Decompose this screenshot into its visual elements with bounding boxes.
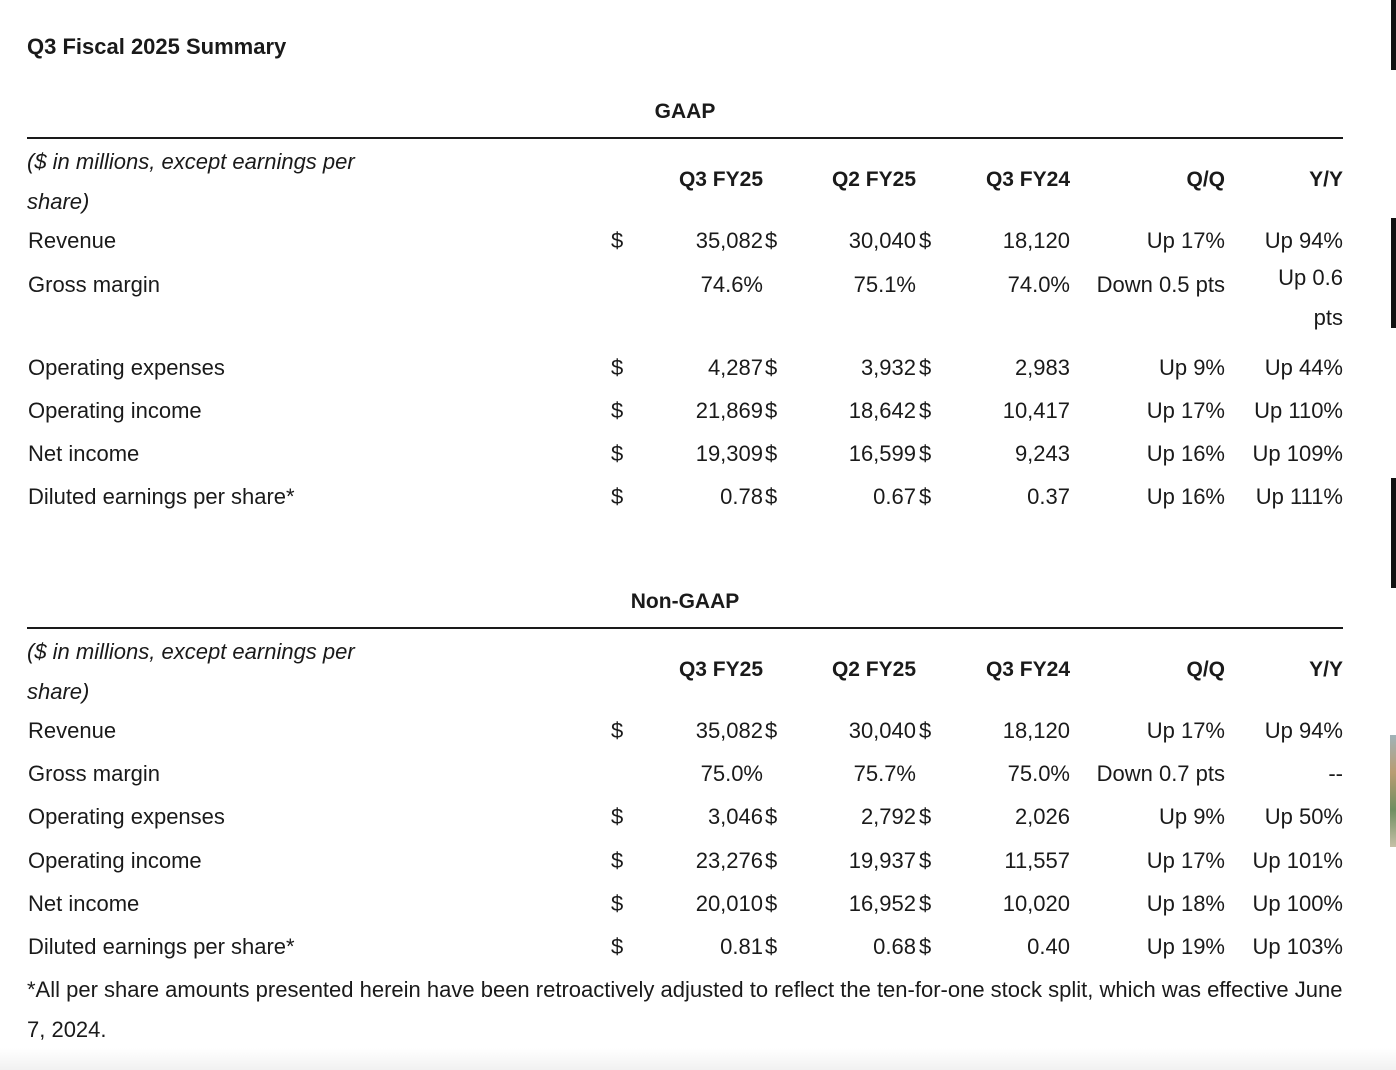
value-cell: 18,120 (1002, 718, 1070, 743)
side-image-thumbnail (1390, 735, 1396, 847)
qq-change: Up 19% (1146, 934, 1225, 959)
currency-symbol: $ (919, 355, 932, 380)
yy-change: Up 94% (1264, 718, 1343, 743)
row-label: Revenue (28, 228, 117, 253)
value-cell: 2,792 (860, 804, 916, 829)
currency-symbol: $ (611, 398, 624, 423)
value-cell: 74.0% (1007, 272, 1070, 297)
value-cell: 75.7% (853, 761, 916, 786)
unit-note: ($ in millions, except earnings per share) (27, 149, 355, 214)
currency-symbol: $ (919, 934, 932, 959)
column-header: Q2 FY25 (831, 168, 916, 191)
currency-symbol: $ (919, 848, 932, 873)
column-header: Q3 FY25 (678, 168, 763, 191)
currency-symbol: $ (611, 484, 624, 509)
value-cell: 23,276 (695, 848, 763, 873)
currency-symbol: $ (919, 441, 932, 466)
scrollbar-edge (1391, 478, 1396, 588)
yy-change: Up 109% (1252, 441, 1343, 466)
row-label: Operating expenses (28, 804, 225, 829)
qq-change: Up 17% (1146, 718, 1225, 743)
qq-change: Up 9% (1158, 804, 1225, 829)
value-cell: 19,937 (848, 848, 916, 873)
currency-symbol: $ (919, 718, 932, 743)
value-cell: 20,010 (695, 891, 763, 916)
value-cell: 10,417 (1002, 398, 1070, 423)
column-header: Q/Q (1186, 658, 1225, 681)
qq-change: Up 17% (1146, 848, 1225, 873)
value-cell: 16,952 (848, 891, 916, 916)
currency-symbol: $ (919, 228, 932, 253)
scrollbar-edge (1391, 0, 1396, 70)
value-cell: 4,287 (707, 355, 763, 380)
value-cell: 2,983 (1014, 355, 1070, 380)
qq-change: Up 17% (1146, 398, 1225, 423)
yy-change: Up 94% (1264, 228, 1343, 253)
value-cell: 10,020 (1002, 891, 1070, 916)
value-cell: 74.6% (700, 272, 763, 297)
currency-symbol: $ (919, 484, 932, 509)
value-cell: 3,932 (860, 355, 916, 380)
value-cell: 0.78 (720, 484, 763, 509)
non-gaap-section (27, 590, 1343, 1010)
value-cell: 75.0% (700, 761, 763, 786)
column-header: Y/Y (1309, 658, 1343, 681)
currency-symbol: $ (611, 934, 624, 959)
yy-change: -- (1328, 761, 1343, 786)
currency-symbol: $ (611, 891, 624, 916)
section-heading: GAAP (654, 100, 716, 123)
currency-symbol: $ (611, 441, 624, 466)
row-label: Net income (28, 891, 140, 916)
currency-symbol: $ (765, 355, 778, 380)
gaap-section (27, 100, 1343, 520)
column-header: Q3 FY25 (678, 658, 763, 681)
column-header: Q3 FY24 (985, 168, 1070, 191)
value-cell: 75.0% (1007, 761, 1070, 786)
scrollbar-edge (1391, 218, 1396, 328)
column-header: Y/Y (1309, 168, 1343, 191)
value-cell: 16,599 (848, 441, 916, 466)
value-cell: 0.81 (720, 934, 763, 959)
row-label: Net income (28, 441, 140, 466)
qq-change: Up 16% (1146, 484, 1225, 509)
value-cell: 0.68 (873, 934, 916, 959)
currency-symbol: $ (919, 891, 932, 916)
qq-change: Up 16% (1146, 441, 1225, 466)
row-label: Diluted earnings per share* (28, 484, 295, 509)
qq-change: Up 17% (1146, 228, 1225, 253)
qq-change: Up 9% (1158, 355, 1225, 380)
currency-symbol: $ (765, 398, 778, 423)
value-cell: 35,082 (695, 228, 763, 253)
currency-symbol: $ (611, 718, 624, 743)
yy-change: Up 111% (1255, 484, 1343, 509)
value-cell: 3,046 (707, 804, 763, 829)
currency-symbol: $ (611, 355, 624, 380)
yy-change: Up 110% (1254, 398, 1343, 423)
currency-symbol: $ (765, 804, 778, 829)
currency-symbol: $ (765, 484, 778, 509)
qq-change: Up 18% (1146, 891, 1225, 916)
value-cell: 18,120 (1002, 228, 1070, 253)
heading-rule (27, 137, 1343, 139)
footnote: *All per share amounts presented herein have been retroactively adjusted to reflect the ten-for-one stock split, which was effective June 7, 2024. (27, 977, 1343, 1042)
page-title: Q3 Fiscal 2025 Summary (27, 34, 287, 59)
value-cell: 35,082 (695, 718, 763, 743)
currency-symbol: $ (611, 848, 624, 873)
currency-symbol: $ (611, 228, 624, 253)
qq-change: Down 0.7 pts (1096, 761, 1225, 786)
currency-symbol: $ (765, 441, 778, 466)
column-header: Q3 FY24 (985, 658, 1070, 681)
value-cell: 0.40 (1027, 934, 1070, 959)
value-cell: 2,026 (1014, 804, 1070, 829)
currency-symbol: $ (765, 934, 778, 959)
yy-change: Up 50% (1264, 804, 1343, 829)
value-cell: 19,309 (695, 441, 763, 466)
yy-change: Up 0.6 pts (1278, 265, 1343, 330)
value-cell: 30,040 (848, 718, 916, 743)
value-cell: 0.37 (1027, 484, 1070, 509)
value-cell: 30,040 (848, 228, 916, 253)
yy-change: Up 101% (1252, 848, 1343, 873)
section-heading: Non-GAAP (630, 590, 740, 613)
currency-symbol: $ (919, 398, 932, 423)
yy-change: Up 103% (1252, 934, 1343, 959)
currency-symbol: $ (611, 804, 624, 829)
row-label: Revenue (28, 718, 117, 743)
value-cell: 0.67 (873, 484, 916, 509)
unit-note: ($ in millions, except earnings per share) (27, 639, 355, 704)
value-cell: 21,869 (695, 398, 763, 423)
value-cell: 11,557 (1004, 848, 1070, 873)
yy-change: Up 44% (1264, 355, 1343, 380)
value-cell: 18,642 (848, 398, 916, 423)
currency-symbol: $ (765, 891, 778, 916)
row-label: Gross margin (28, 761, 161, 786)
row-label: Gross margin (28, 272, 161, 297)
yy-change: Up 100% (1252, 891, 1343, 916)
currency-symbol: $ (765, 718, 778, 743)
currency-symbol: $ (765, 228, 778, 253)
column-header: Q2 FY25 (831, 658, 916, 681)
qq-change: Down 0.5 pts (1096, 272, 1225, 297)
row-label: Operating income (28, 848, 202, 873)
row-label: Operating income (28, 398, 202, 423)
row-label: Diluted earnings per share* (28, 934, 295, 959)
value-cell: 75.1% (853, 272, 916, 297)
currency-symbol: $ (765, 848, 778, 873)
currency-symbol: $ (919, 804, 932, 829)
bottom-fade (0, 1048, 1396, 1070)
value-cell: 9,243 (1014, 441, 1070, 466)
column-header: Q/Q (1186, 168, 1225, 191)
heading-rule (27, 627, 1343, 629)
row-label: Operating expenses (28, 355, 225, 380)
